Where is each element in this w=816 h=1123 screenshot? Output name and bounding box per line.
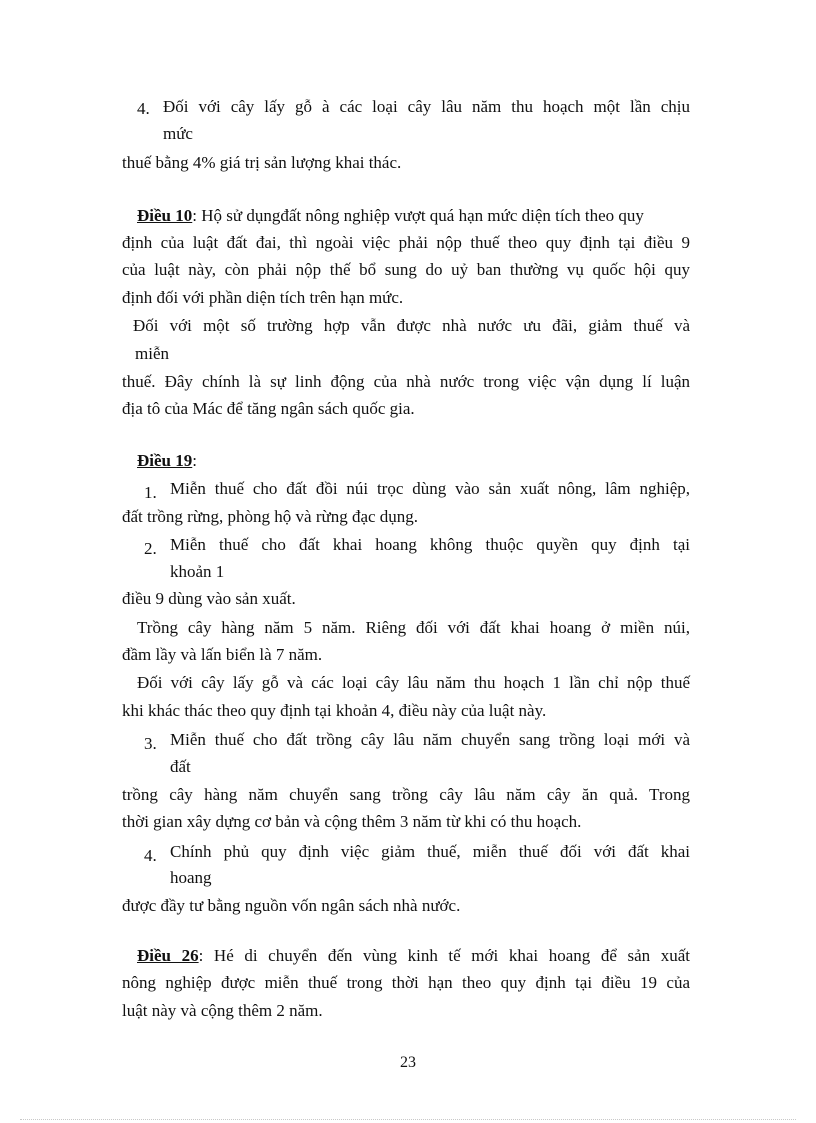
page-number: 23 [400,1054,416,1071]
paragraph-line: của luật này, còn phải nộp thế bổ sung do uỷ ban thường vụ quốc hội quy [122,260,690,279]
paragraph-line: Miễn thuế cho đất khai hoang không thuộc quyền quy định tại [170,535,690,554]
paragraph-line: nông nghiệp được miễn thuế trong thời hạn theo quy định tại điều 19 của [122,973,690,992]
paragraph-line: Trồng cây hàng năm 5 năm. Riêng đối với đất khai hoang ở miền núi, [137,618,690,637]
paragraph-line: trồng cây hàng năm chuyển sang trồng cây lâu năm cây ăn quả. Trong [122,785,690,804]
list-number: 4. [144,846,157,865]
paragraph-line: thuế bằng 4% giá trị sản lượng khai thác. [122,153,402,172]
paragraph-line: khi khác thác theo quy định tại khoản 4, điều này của luật này. [122,701,547,720]
article-heading: Điều 26 [137,946,199,965]
paragraph-line: luật này và cộng thêm 2 năm. [122,1001,323,1020]
paragraph-line: Miễn thuế cho đất trồng cây lâu năm chuyển sang trồng loại mới và [170,730,690,749]
heading-colon: : [192,451,197,470]
list-number: 1. [144,483,157,502]
article-19-heading-line [137,450,197,472]
paragraph-line: miễn [135,344,169,363]
paragraph-text: : Hộ sử dụngđất nông nghiệp vượt quá hạn mức diện tích theo quy [192,206,644,225]
article-heading: Điều 10 [137,206,193,225]
paragraph-line: đầm lầy và lấn biển là 7 năm. [122,645,323,664]
paragraph-line: Đối với cây lấy gỗ à các loại cây lâu năm thu hoạch một lần chịu [163,97,690,116]
paragraph-line: Miễn thuế cho đất đồi núi trọc dùng vào sản xuất nông, lâm nghiệp, [170,479,690,498]
paragraph-line: được đầy tư bằng nguồn vốn ngân sách nhà nước. [122,896,461,915]
paragraph-line: Đối với một số trường hợp vẫn được nhà nước ưu đãi, giảm thuế và [133,316,690,335]
paragraph-line: mức [163,124,193,143]
paragraph-line: hoang [170,868,212,887]
list-number: 4. [137,99,150,118]
paragraph-line: thời gian xây dựng cơ bản và cộng thêm 3 năm từ khi có thu hoạch. [122,812,582,831]
paragraph-line: Chính phủ quy định việc giảm thuế, miễn thuế đối với đất khai [170,842,690,861]
article-heading: Điều 19 [137,451,193,470]
list-number: 2. [144,539,157,558]
page-bottom-rule [20,1119,796,1120]
paragraph-line: đất trồng rừng, phòng hộ và rừng đạc dụng. [122,507,419,526]
paragraph-line: định của luật đất đai, thì ngoài việc phải nộp thuế theo quy định tại điều 9 [122,233,690,252]
paragraph-text: : Hé di chuyển đến vùng kinh tế mới khai hoang để sản xuất [198,946,691,965]
paragraph-line: thuế. Đây chính là sự linh động của nhà nước trong việc vận dụng lí luận [122,372,690,391]
paragraph-line: đất [170,757,191,776]
paragraph-line: khoản 1 [170,562,225,581]
paragraph-line: Đối với cây lấy gỗ và các loại cây lâu năm thu hoạch 1 lần chỉ nộp thuế [137,673,690,692]
paragraph-line: định đối với phần diện tích trên hạn mức. [122,288,404,307]
article-26-first-line [137,945,690,967]
paragraph-line: địa tô của Mác để tăng ngân sách quốc gia. [122,399,415,418]
list-number: 3. [144,734,157,753]
paragraph-line: điều 9 dùng vào sản xuất. [122,589,296,608]
article-10-first-line [137,205,690,227]
